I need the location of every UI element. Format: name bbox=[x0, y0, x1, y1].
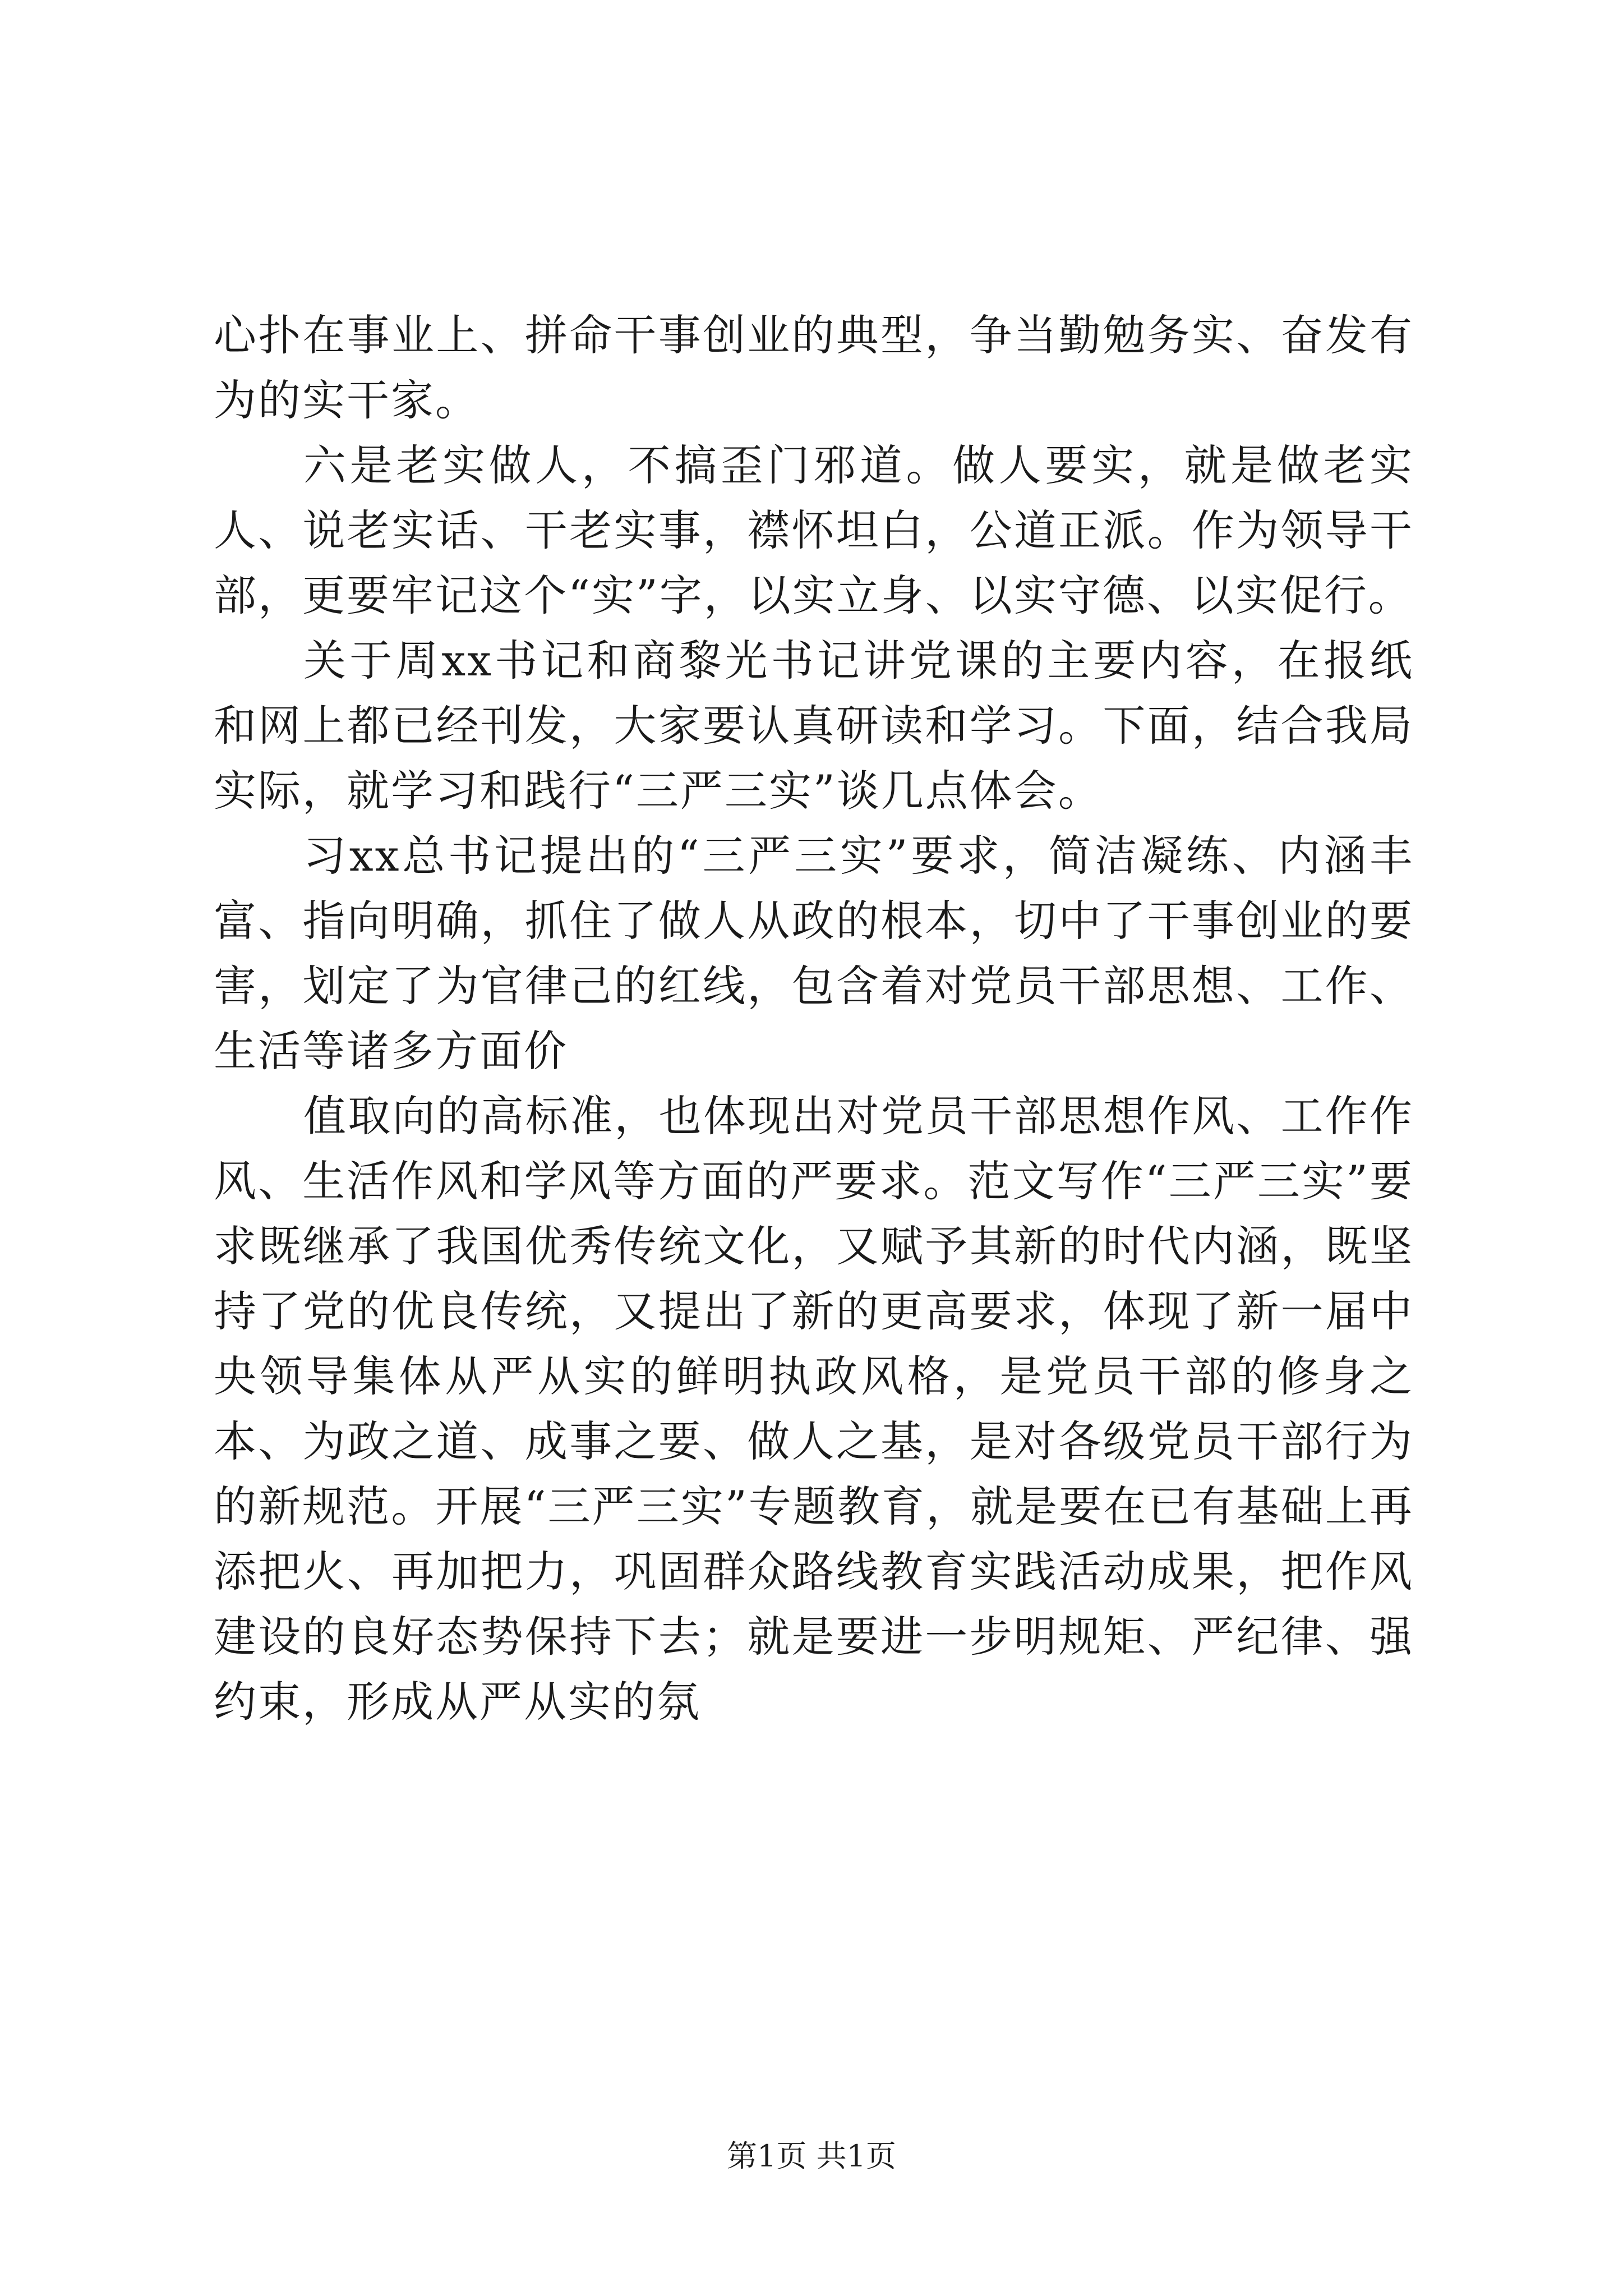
paragraph-4: 习xx总书记提出的“三严三实”要求，简洁凝练、内涵丰富、指向明确，抓住了做人从政的根本，切中了干事创业的要害，划定了为官律己的红线，包含着对党员干部思想、工作、生活等诸多方面价 bbox=[214, 831, 1414, 1076]
document-body bbox=[214, 303, 1414, 1734]
paragraph-3: 关于周xx书记和商黎光书记讲党课的主要内容，在报纸和网上都已经刊发，大家要认真研读和学习。下面，结合我局实际，就学习和践行“三严三实”谈几点体会。 bbox=[214, 636, 1414, 816]
paragraph-5: 值取向的高标准，也体现出对党员干部思想作风、工作作风、生活作风和学风等方面的严要求。范文写作“三严三实”要求既继承了我国优秀传统文化，又赋予其新的时代内涵，既坚持了党的优良传统，又提出了新的更高要求，体现了新一届中央领导集体从严从实的鲜明执政风格，是党员干部的修身之本、为政之道、成事之要、做人之基，是对各级党员干部行为的新规范。开展“三严三实”专题教育，就是要在已有基础上再添把火、再加把力，巩固群众路线教育实践活动成果，把作风建设的良好态势保持下去；就是要进一步明规矩、严纪律、强约束，形成从严从实的氛 bbox=[214, 1091, 1414, 1727]
page-number-label: 第1页 共1页 bbox=[727, 2138, 896, 2174]
paragraph-2: 六是老实做人，不搞歪门邪道。做人要实，就是做老实人、说老实话、干老实事，襟怀坦白，公道正派。作为领导干部，更要牢记这个“实”字，以实立身、以实守德、以实促行。 bbox=[214, 440, 1414, 620]
paragraph-1: 心扑在事业上、拼命干事创业的典型，争当勤勉务实、奋发有为的实干家。 bbox=[214, 310, 1414, 425]
page-footer bbox=[0, 2138, 1623, 2174]
